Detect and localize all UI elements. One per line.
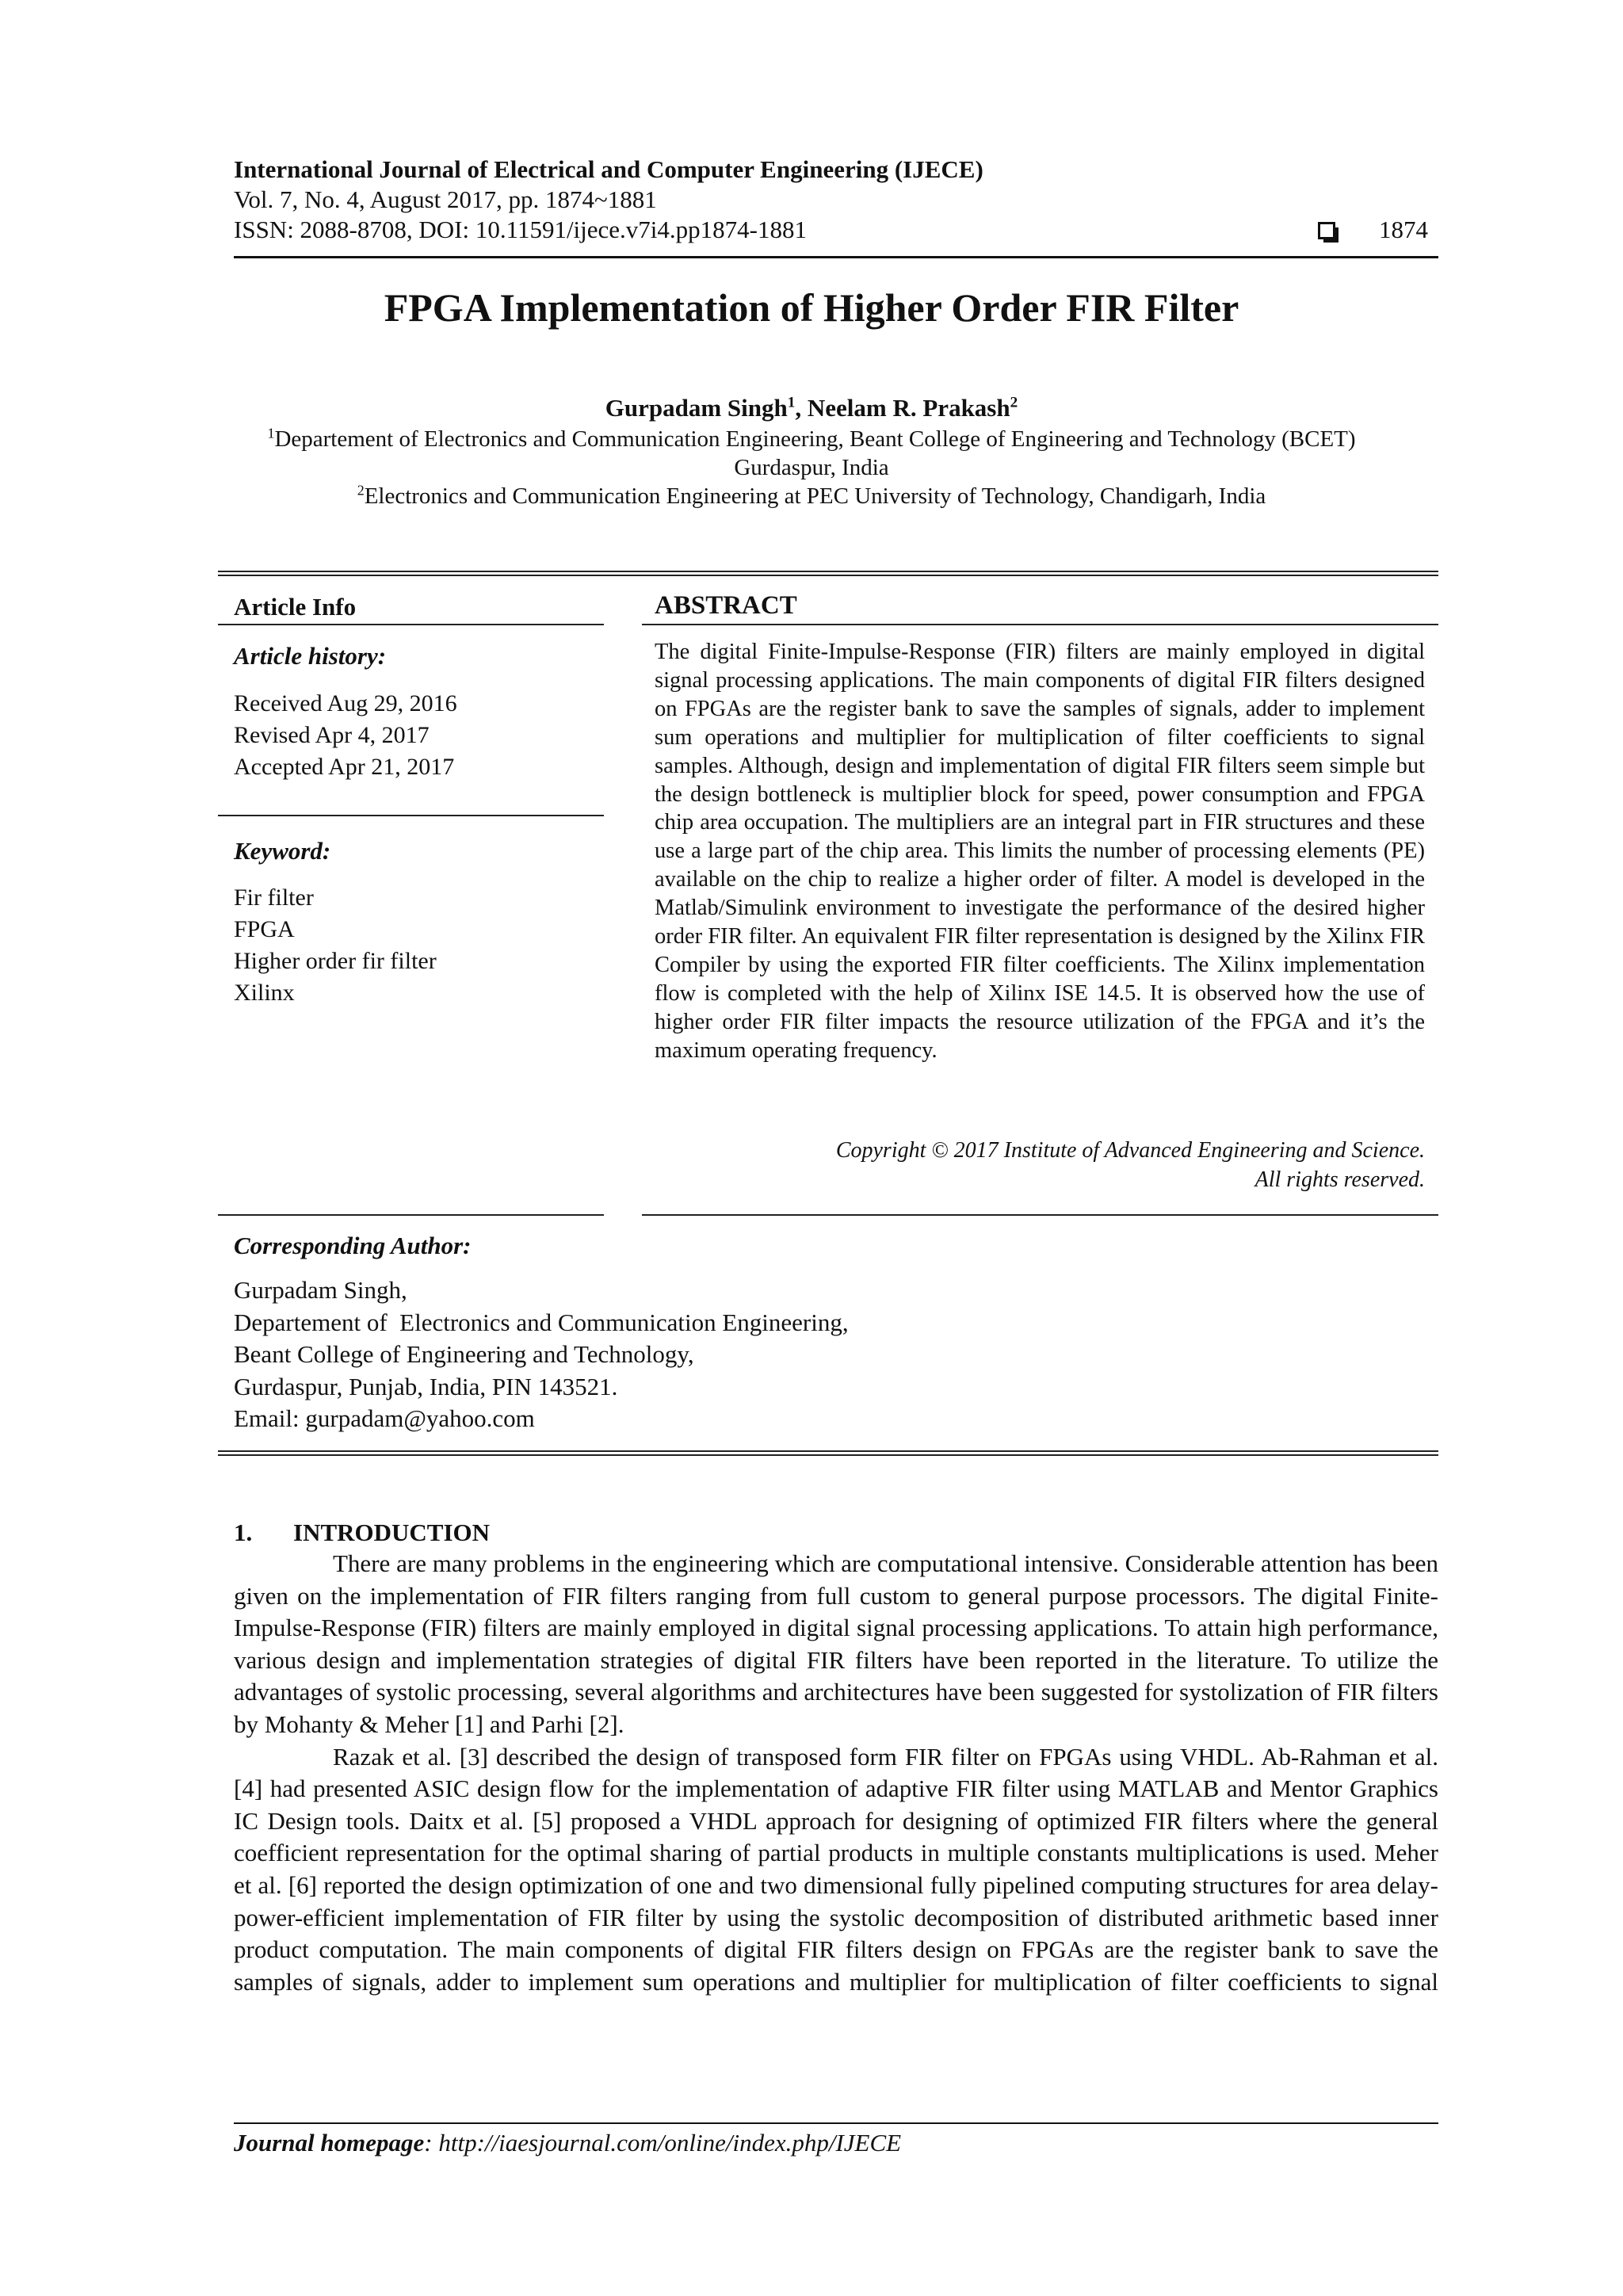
corr-name: Gurpadam Singh, [234, 1276, 407, 1304]
corr-email: Email: gurpadam@yahoo.com [234, 1404, 535, 1432]
square-box-icon [1318, 222, 1335, 239]
article-info-heading: Article Info [234, 593, 357, 621]
header-rule [234, 256, 1438, 258]
corr-bottom-rule-2 [218, 1454, 1438, 1456]
author-2-sup: 2 [1010, 394, 1018, 411]
info-bottom-rule-right [642, 1214, 1438, 1216]
paragraph: Razak et al. [3] described the design of transposed form FIR filter on FPGAs using VHDL. Ab-Rahman et al. [4] had presented ASIC design flow for the implementation of adaptive FIR filter using MATLAB and Mentor Graphics IC Design tools. Daitx et al. [5] proposed a VHDL approach for designing of optimized FIR filters where the general coefficient representation for the optimal sharing of partial products in multiple constants multiplications is used. Meher et al. [6] reported the design optimization of one and two dimensional fully pipelined computing structures for area delay-power-efficient implementation of FIR filter by using the systolic decomposition of distributed arithmetic based inner product computation. The main components of digital FIR filters design on FPGAs are the register bank to save the samples of signals, adder to implement sum operations and multiplier for multiplication of filter coefficients to signal [234, 1742, 1438, 1996]
abstract-text: The digital Finite-Impulse-Response (FIR) filters are mainly employed in digital signal processing applications. The main components of digital FIR filters designed on FPGAs are the register bank to save the samples of signals, adder to implement sum operations and multiplier for multiplication of filter coefficients to signal samples. Although, design and implementation of digital FIR filters seem simple but the design bottleneck is multiplier block for speed, power consumption and FPGA chip area occupation. The multipliers are an integral part in FIR structures and these use a large part of the chip area. This limits the number of processing elements (PE) available on the chip to realize a higher order of filter. A model is developed in the Matlab/Simulink environment to investigate the performance of the desired higher order FIR filter. An equivalent FIR filter representation is designed by the Xilinx FIR Compiler by using the exported FIR filter coefficients. The Xilinx implementation flow is completed with the help of Xilinx ISE 14.5. It is observed how the use of higher order FIR filter impacts the resource utilization of the FPGA and it’s the maximum operating frequency. [655, 640, 1425, 1063]
affiliation-1-line-2: Gurdaspur, India [734, 455, 889, 480]
homepage-label: Journal homepage [234, 2129, 425, 2157]
author-1-name: Gurpadam Singh [605, 394, 788, 422]
keyword-label: Keyword: [234, 837, 331, 865]
copyright-line-2: All rights reserved. [1254, 1167, 1425, 1192]
info-bottom-rule-left [218, 1214, 604, 1216]
keyword-item: Higher order fir filter [234, 948, 437, 974]
corr-college: Beant College of Engineering and Technology, [234, 1340, 694, 1368]
paragraph: There are many problems in the engineering which are computational intensive. Considerable attention has been given on the implementation of FIR filters ranging from full custom to general purpose processors. The digital Finite-Impulse-Response (FIR) filters are mainly employed in digital signal processing applications. To attain high performance, various design and implementation strategies of digital FIR filters have been reported in the literature. To utilize the advantages of systolic processing, several algorithms and architectures have been suggested for systolization of FIR filters by Mohanty & Meher [1] and Parhi [2]. [234, 1549, 1438, 1738]
author-1-sup: 1 [787, 394, 796, 411]
affiliation-1-sup: 1 [267, 425, 275, 441]
keyword-item: FPGA [234, 916, 295, 942]
corr-address: Gurdaspur, Punjab, India, PIN 143521. [234, 1372, 618, 1400]
article-history-list [234, 688, 457, 783]
author-list [0, 394, 1623, 422]
info-top-rule [218, 571, 1438, 572]
introduction-body [234, 1548, 1438, 1998]
article-history-label: Article history: [234, 642, 387, 670]
footer-rule [234, 2122, 1438, 2124]
article-info-rule [218, 624, 604, 625]
journal-homepage: Journal homepage: http://iaesjournal.com/online/index.php/IJECE [234, 2129, 902, 2157]
affiliation-2-sup: 2 [357, 482, 365, 499]
section-heading-introduction [234, 1518, 490, 1548]
volume-line: Vol. 7, No. 4, August 2017, pp. 1874~1881 [234, 185, 657, 213]
author-separator: , [795, 394, 808, 422]
keyword-list [234, 882, 437, 1009]
abstract-rule [642, 624, 1438, 625]
issn-doi-line: ISSN: 2088-8708, DOI: 10.11591/ijece.v7i4.pp1874-1881 [234, 216, 807, 243]
section-number: 1. [234, 1519, 253, 1546]
homepage-url[interactable]: http://iaesjournal.com/online/index.php/IJECE [438, 2129, 902, 2157]
abstract-heading: ABSTRACT [655, 591, 797, 620]
corr-department: Departement of Electronics and Communication Engineering, [234, 1308, 849, 1336]
history-received: Received Aug 29, 2016 [234, 690, 457, 716]
author-2-name: Neelam R. Prakash [807, 394, 1010, 422]
affiliation-1-line-1: $^1$Departement of Electronics and Communication Engineering, Beant College of Engineering and Technology (BCET) [267, 425, 1356, 452]
page-number: 1874 [1379, 216, 1428, 243]
keyword-item: Xilinx [234, 980, 295, 1006]
history-rule [218, 815, 604, 816]
paper-title: FPGA Implementation of Higher Order FIR Filter [384, 285, 1239, 330]
section-title: INTRODUCTION [293, 1519, 491, 1546]
copyright-notice [655, 1136, 1425, 1194]
corr-bottom-rule [218, 1450, 1438, 1452]
corresponding-author-details [234, 1274, 849, 1435]
journal-name: International Journal of Electrical and Computer Engineering (IJECE) [234, 155, 983, 183]
history-revised: Revised Apr 4, 2017 [234, 722, 430, 748]
corresponding-author-label: Corresponding Author: [234, 1232, 472, 1259]
affiliation-2: $^2$Electronics and Communication Engineering at PEC University of Technology, Chandigarh, India [357, 482, 1266, 509]
history-accepted: Accepted Apr 21, 2017 [234, 754, 455, 780]
keyword-item: Fir filter [234, 884, 314, 911]
info-top-rule-2 [218, 575, 1438, 576]
copyright-line-1: Copyright © 2017 Institute of Advanced Engineering and Science. [835, 1138, 1425, 1163]
